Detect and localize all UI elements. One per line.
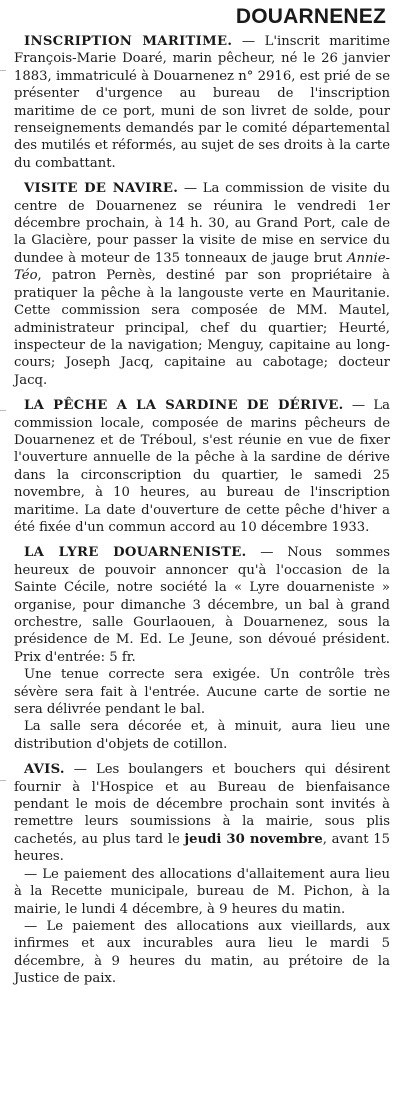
scan-artifact-rule <box>0 410 6 411</box>
article-paragraph <box>14 866 390 918</box>
body-text: — L'inscrit maritime François-Marie Doaré, marin pêcheur, né le 26 janvier 1883, immatriculé à Douarnenez n° 2916, est prié de se présenter d'urgence au bureau de l'inscription maritime de ce port, muni de son livret de solde, pour renseignements demandés par le comité départemental des mutilés et réformés, au sujet de ses droits à la carte du combattant. <box>14 34 390 171</box>
news-article <box>14 180 390 389</box>
body-text: — La commission locale, composée de marins pêcheurs de Douarnenez et de Tréboul, s'est réunie en vue de fixer l'ouverture annuelle de la pêche à la sardine de dérive dans la circonscription du quartier, le samedi 25 novembre, à 10 heures, au bureau de l'inscription maritime. La date d'ouverture de cette pêche d'hiver a été fixée d'un commun accord au 10 décembre 1933. <box>14 398 390 535</box>
body-text: — Le paiement des allocations d'allaitement aura lieu à la Recette municipale, bureau de M. Pichon, à la mairie, le lundi 4 décembre, à 9 heures du matin. <box>14 866 390 917</box>
article-heading: INSCRIPTION MARITIME. <box>24 34 233 49</box>
article-heading: VISITE DE NAVIRE. <box>24 181 179 197</box>
body-text: , avant 15 heures. <box>14 831 391 865</box>
body-text: — Nous sommes heureux de pouvoir annoncer qu'à l'occasion de la Sainte Cécile, notre société la « Lyre douarneniste » organise, pour dimanche 3 décembre, un bal à grand orchestre, salle Gourlaouen, à Douarnenez, sous la présidence de M. Ed. Le Jeune, son dévoué président. Prix d'entrée: 5 fr. <box>14 545 390 665</box>
article-paragraph <box>14 180 390 389</box>
article-paragraph <box>14 718 390 753</box>
body-text: — Les boulangers et bouchers qui désirent fournir à l'Hospice et au Bureau de bienfaisance pendant le mois de décembre prochain sont invités à remettre leurs soumissions à la mairie, sous plis cachetés, au plus tard le <box>14 762 390 847</box>
article-paragraph <box>14 397 390 536</box>
news-article <box>14 761 390 987</box>
body-text: — La commission de visite du centre de Douarnenez se réunira le vendredi 1er décembre prochain, à 14 h. 30, au Grand Port, cale de la Glacière, pour passer la visite de mise en service du dundee à moteur de 135 tonneaux de jauge brut <box>14 181 390 266</box>
article-paragraph <box>14 761 390 865</box>
articles-container <box>14 33 390 988</box>
article-paragraph <box>14 918 390 988</box>
article-paragraph <box>14 33 390 172</box>
body-text: La salle sera décorée et, à minuit, aura lieu une distribution d'objets de cotillon. <box>14 719 390 752</box>
article-heading: LA PÊCHE A LA SARDINE DE DÉRIVE. <box>24 398 344 414</box>
emphasized-text: jeudi 30 novembre <box>184 831 323 847</box>
article-paragraph <box>14 544 390 666</box>
body-text: , patron Pernès, destiné par son propriétaire à pratiquer la pêche à la langouste verte en Mauritanie. Cette commission sera composée de MM. Mautel, administrateur principal, chef du quartier; Heurté, inspecteur de la navigation; Menguy, capitaine au long-cours; Joseph Jacq, capitaine au cabotage; docteur Jacq. <box>14 268 390 388</box>
emphasized-text: Annie-Téo <box>14 250 390 284</box>
news-article <box>14 33 390 172</box>
body-text: — Le paiement des allocations aux vieillards, aux infirmes et aux incurables aura lieu le mardi 5 décembre, à 9 heures du matin, au prétoire de la Justice de paix. <box>14 918 390 987</box>
news-article <box>14 397 390 536</box>
scan-artifact-rule <box>0 70 6 71</box>
body-text: Une tenue correcte sera exigée. Un contrôle très sévère sera fait à l'entrée. Aucune carte de sortie ne sera délivrée pendant le bal. <box>14 667 390 718</box>
article-paragraph <box>14 666 390 718</box>
article-heading: AVIS. <box>24 762 65 778</box>
column-header-title: DOUARNENEZ <box>235 5 386 28</box>
article-heading: LA LYRE DOUARNENISTE. <box>24 545 247 561</box>
news-article <box>14 544 390 753</box>
scan-artifact-rule <box>0 780 6 781</box>
